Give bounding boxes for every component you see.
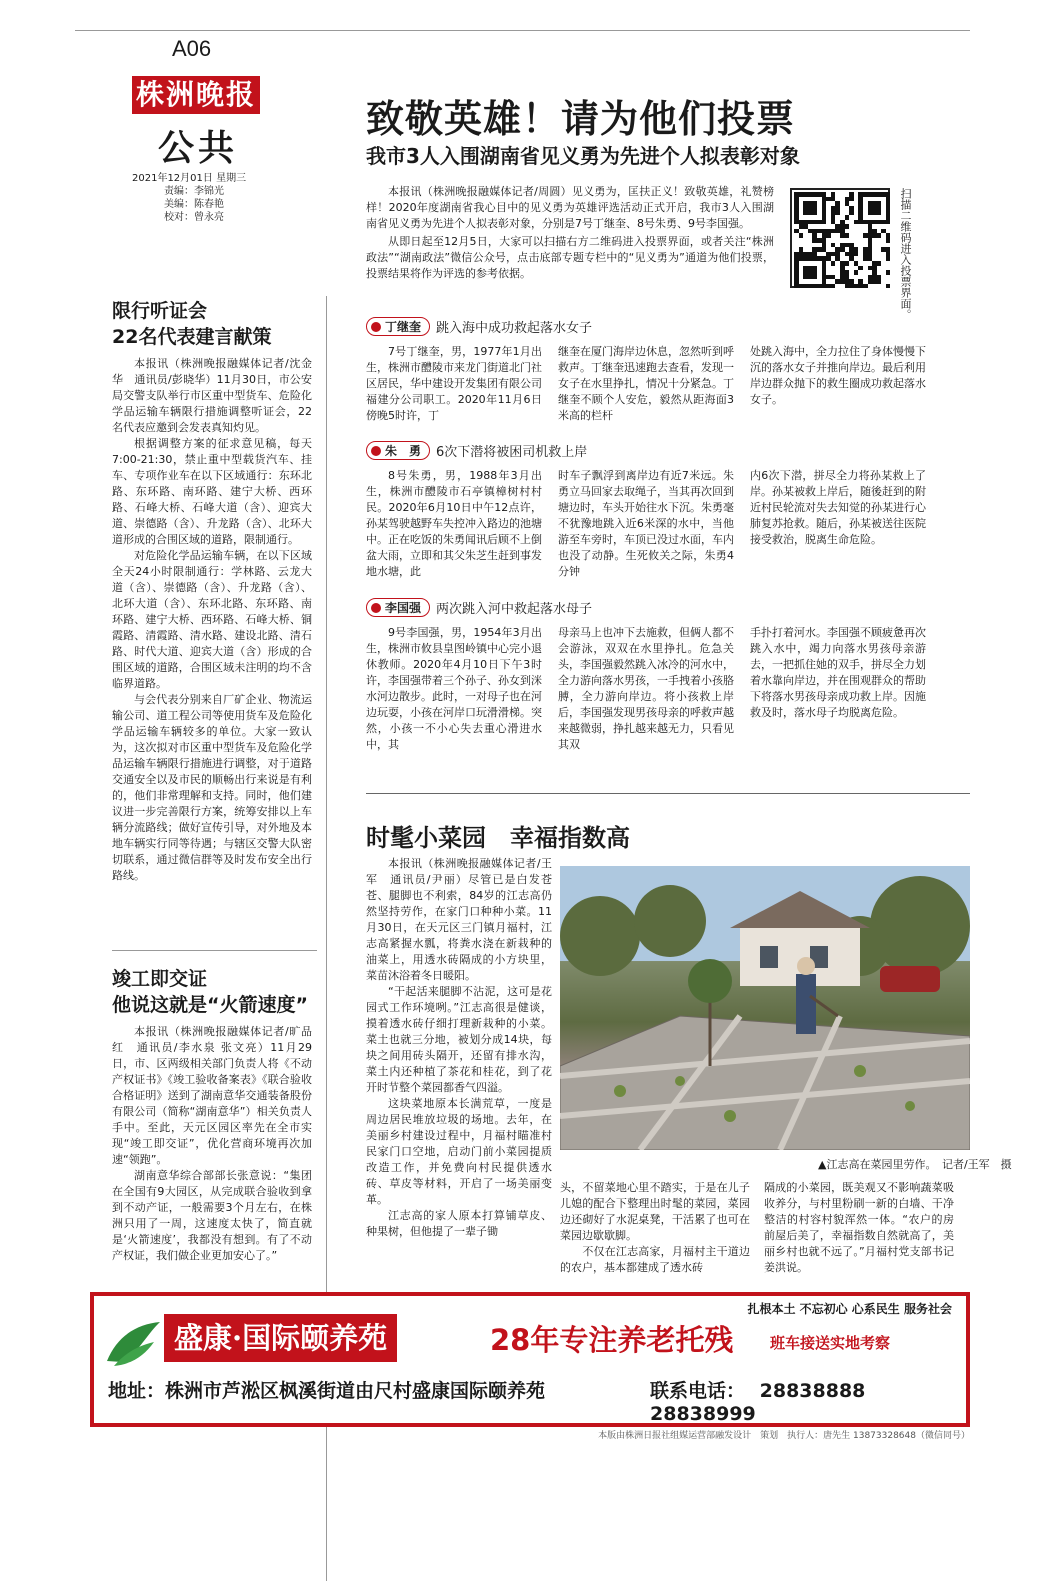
garden-para: 江志高的家人原本打算铺草皮、种果树，但他提了一辈子锄: [366, 1209, 552, 1238]
hero-title: 6次下潜将被困司机救上岸: [436, 445, 588, 460]
ad-brand: 盛康·国际颐养苑: [164, 1314, 397, 1362]
garden-headline: 时髦小菜园 幸福指数高: [366, 824, 630, 852]
garden-para: 头，不留菜地心里不踏实，于是在儿子儿媳的配合下整理出时髦的菜园，菜园边还砌好了水泥桌凳，干活累了也可在菜园边歇歇脚。 不仅在江志高家，月福村主干道边的农户，基本都建成了透水砖: [560, 1181, 750, 1274]
hero-title: 两次跳入河中救起落水母子: [436, 602, 593, 617]
hero-name-badge: 朱 勇: [366, 441, 430, 460]
editor-credit: 责编：李锦光: [164, 186, 224, 197]
hero-para: 8号朱勇，男，1988年3月出生，株洲市醴陵市石亭镇樟树村村民。2020年6月10日中午12点许，孙某驾驶越野车失控冲入路边的池塘中。正在吃饭的朱勇闻讯后顾不上倒盆大雨，立即和其父朱芝生赶到事发地水塘，此: [366, 469, 542, 578]
page-number: A06: [172, 36, 212, 61]
hero-block: [366, 316, 972, 454]
story1-headline: 限行听证会 22名代表建言献策: [112, 300, 272, 348]
qr-caption: 扫描二维码进入投票界面。: [899, 188, 912, 320]
issue-date: 2021年12月01日 星期三: [132, 173, 247, 184]
hero-block: [366, 440, 972, 578]
hero-para: 母亲马上也冲下去施救，但俩人都不会游泳，双双在水里挣扎。危急关头，李国强毅然跳入冰冷的河水中，全力游向落水男孩，一手拽着小孩胳膊，全力游向岸边。将小孩救上岸后，李国强发现男孩母亲的呼救声越来越微弱，挣扎越来越无力，只看见其双: [558, 626, 734, 751]
designer-credit: 美编：陈春艳: [164, 199, 224, 210]
vote-qr-code[interactable]: [790, 188, 890, 288]
bullet-icon: [371, 446, 381, 456]
story2-para: 湖南意华综合部部长张意说：“集团在全国有9大园区，从完成联合验收到拿到不动产证，一般需要3个月左右，在株洲只用了一周，这速度太快了，简直就是‘火箭速度’，我都没有想到。有了不动产权证，我们做企业更加安心了。”: [112, 1169, 312, 1262]
story1-para: 对危险化学品运输车辆，在以下区域全天24小时限制通行：学林路、云龙大道（含）、崇德路（含）、升龙路（含）、北环大道（含）、东环北路、东环路、南环路、建宁大桥、西环路、石峰大桥、铜霞路、清霞路、清水路、建设北路、清石路、时代大道、迎宾大道（含）形成的合围区域的道路，合围区域未注明的均不含临界道路。: [112, 549, 312, 690]
hero-name-badge: 丁继奎: [366, 317, 430, 336]
ad-mottos: 扎根本土 不忘初心 心系民生 服务社会: [747, 1302, 952, 1316]
story1-para: 根据调整方案的征求意见稿，每天7:00-21:30，禁止重中型载货汽车、挂车、专项作业车在以下区域通行：东环北路、东环路、南环路、建宁大桥、西环路、石峰大桥、石峰大道（含）、迎宾大道、崇德路（含）、升龙路（含）、北环大道形成的合围区域的道路，限制通行。: [112, 437, 312, 546]
ad-phone-label: 联系电话：: [650, 1380, 746, 1402]
lead-intro-para: 从即日起至12月5日，大家可以扫描右方二维码进入投票界面，或者关注“株洲政法”“湖南政法”微信公众号，点击底部专题专栏中的“见义勇为”通道为他们投票，投票结果将作为评选的参考依据。: [366, 235, 774, 280]
proof-credit: 校对：曾永亮: [164, 212, 224, 223]
hero-para: 处跳入海中，全力拉住了身体慢慢下沉的落水女子并推向岸边。最后利用岸边群众抛下的救生圈成功救起落水女子。: [750, 345, 926, 406]
garden-photo: [560, 866, 970, 1150]
hero-para: 9号李国强，男，1954年3月出生，株洲市攸县皇图岭镇中心完小退休教师。2020年4月10日下午3时许，李国强带着三个孙子、孙女到洣水河边散步。此时，一对母子也在河边玩耍，小孩在河岸口玩滑滑梯。突然，小孩一不小心失去重心滑进水中，其: [366, 626, 542, 751]
bullet-icon: [371, 322, 381, 332]
hero-title: 跳入海中成功救起落水女子: [436, 321, 593, 336]
garden-para: 隔成的小菜园，既美观又不影响蔬菜吸收养分，与村里粉刷一新的白墙、干净整洁的村容村貌浑然一体。“农户的房前屋后美了，幸福指数自然就高了，美丽乡村也就不远了。”月福村党支部书记姜洪说。: [764, 1181, 954, 1274]
ad-phones[interactable]: 28838888 28838999: [650, 1380, 866, 1425]
ad-shuttle: 班车接送实地考察: [770, 1334, 891, 1352]
hero-block: [366, 597, 972, 751]
paper-logo: 株洲晚报: [132, 76, 260, 114]
hero-para: 手扑打着河水。李国强不顾疲惫再次跳入水中，竭力向落水男孩母亲游去，一把抓住她的双手，拼尽全力划着水靠向岸边，并在围观群众的帮助下将落水男孩母亲成功救上岸。因施救及时，落水母子均脱离危险。: [750, 626, 926, 719]
leaf-logo-icon: [102, 1316, 162, 1371]
ad-banner[interactable]: [90, 1292, 970, 1427]
hero-para: 继奎在厦门海岸边休息，忽然听到呼救声。丁继奎迅速跑去查看，发现一女子在水里挣扎，情况十分紧急。丁继奎不顾个人安危，毅然从距海面3米高的栏杆: [558, 345, 734, 422]
lead-subheadline: 我市3人入围湖南省见义勇为先进个人拟表彰对象: [366, 144, 800, 168]
photo-caption: ▲江志高在菜园里劳作。 记者/王军 摄: [818, 1158, 1012, 1171]
hero-header: [366, 598, 592, 617]
hero-para: 7号丁继奎，男，1977年1月出生，株洲市醴陵市来龙门街道北门社区居民，华中建设开发集团有限公司福建分公司职工。2020年11月6日傍晚5时许，丁: [366, 345, 542, 422]
hero-para: 时车子飘浮到离岸边有近7米远。朱勇立马回家去取绳子，当其再次回到塘边时，车头开始往水下沉。朱勇毫不犹豫地跳入近6米深的水中，当他游至车旁时，车顶已没过水面，车内也没了动静。生死攸关之际，朱勇4分钟: [558, 469, 734, 578]
story2-headline: 竣工即交证 他说这就是“火箭速度”: [112, 968, 308, 1016]
ad-address: 地址：株洲市芦淞区枫溪街道由尺村盛康国际颐养苑: [108, 1380, 546, 1402]
lead-headline: 致敬英雄！请为他们投票: [366, 97, 796, 141]
story2-para: 本报讯（株洲晚报融媒体记者/旷品红 通讯员/李水泉 张文亮）11月29日，市、区两级相关部门负责人将《不动产权证书》《竣工验收备案表》《联合验收合格证明》送到了湖南意华交通装备股份有限公司（简称“湖南意华”）相关负责人手中。至此，天元区园区率先在全市实现“竣工即交证”，优化营商环境再次加速“领跑”。: [112, 1025, 312, 1166]
lead-intro-para: 本报讯（株洲晚报融媒体记者/周圆）见义勇为，匡扶正义！致敬英雄，礼赞榜样！2020年度湖南省我心目中的见义勇为英雄评选活动正式开启，我市3人入围湖南省见义勇为先进个人拟表彰对象，分别是7号丁继奎、8号朱勇、9号李国强。: [366, 185, 774, 230]
hero-header: [366, 317, 592, 336]
hero-header: [366, 441, 587, 460]
garden-para: 这块菜地原本长满荒草，一度是周边居民堆放垃圾的场地。去年，在美丽乡村建设过程中，月福村瞄准村民家门口空地，启动门前小菜园提质改造工作，并免费向村民提供透水砖、草皮等材料，开启了一场美丽变革。: [366, 1097, 552, 1206]
hero-para: 内6次下潜，拼尽全力将孙某救上了岸。孙某被救上岸后，随後赶到的附近村民轮流对失去知觉的孙某进行心肺复苏抢救。随后，孙某被送往医院接受救治，脱离生命危险。: [750, 469, 926, 546]
story1-para: 与会代表分别来自厂矿企业、物流运输公司、道工程公司等使用货车及危险化学品运输车辆较多的单位。大家一致认为，这次拟对市区重中型货车及危险化学品运输车辆限行措施进行调整，对于道路交通安全以及市民的顺畅出行来说是有利的，他们非常理解和支持。同时，他们建议进一步完善限行方案，统筹安排以上车辆分流路线；做好宣传引导，对外地及本地车辆实行同等待遇；与辖区交警大队密切联系，通过微信群等及时发布安全出行路线。: [112, 693, 312, 882]
ad-slogan: 28年专注养老托残: [490, 1323, 734, 1357]
garden-para: “干起活来腿脚不沾泥，这可是花园式工作环境咧。”江志高很是健谈，摸着透水砖仔细打理新栽种的小菜。菜土也就三分地，被划分成14块，每块之间用砖头隔开，还留有排水沟，菜土内还种植了茶花和桂花，到了花开时节整个菜园都香气四溢。: [366, 985, 552, 1094]
ad-footer: 本版由株洲日报社组媒运营部融发设计 策划 执行人：唐先生 13873328648（微信同号）: [598, 1431, 970, 1441]
story1-para: 本报讯（株洲晚报融媒体记者/沈金华 通讯员/彭晓华）11月30日，市公安局交警支队举行市区重中型货车、危险化学品运输车辆限行措施调整听证会，22名代表应邀到会发表真知灼见。: [112, 357, 312, 434]
section-title: 公共: [158, 127, 239, 169]
hero-name-badge: 李国强: [366, 598, 430, 617]
bullet-icon: [371, 603, 381, 613]
garden-para: 本报讯（株洲晚报融媒体记者/王军 通讯员/尹丽）尽管已是白发苍苍、腿脚也不利索，84岁的江志高仍然坚持劳作，在家门口种种小菜。11月30日，在天元区三门镇月福村，江志高紧握水瓢，将粪水浇在新栽种的油菜上，用透水砖隔成的小方块里，菜苗沐浴着冬日暖阳。: [366, 857, 552, 982]
